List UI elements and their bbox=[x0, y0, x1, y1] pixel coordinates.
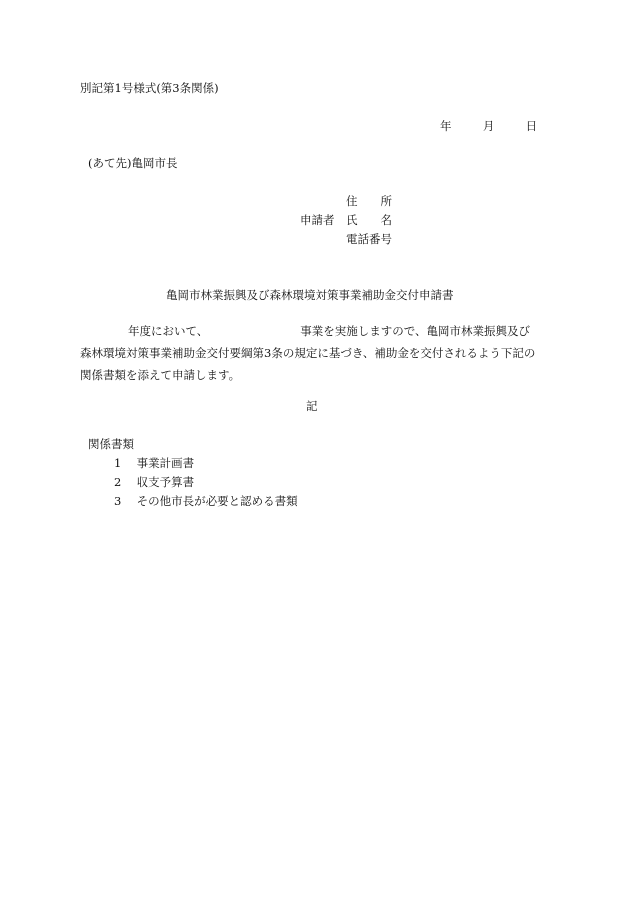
body-line-2: 森林環境対策事業補助金交付要綱第3条の規定に基づき、補助金を交付されるよう下記の bbox=[80, 346, 536, 360]
body-line-1-b: 事業を実施しますので、亀岡市林業振興及び bbox=[300, 324, 531, 338]
list-item bbox=[114, 455, 194, 471]
addressee: (あて先)亀岡市長 bbox=[88, 156, 178, 170]
applicant-name-label: 氏 名 bbox=[346, 213, 392, 227]
list-item-text: 事業計画書 bbox=[136, 456, 195, 470]
applicant-phone-label: 電話番号 bbox=[346, 232, 392, 246]
form-header: 別記第1号様式(第3条関係) bbox=[80, 81, 219, 95]
body-paragraph bbox=[80, 320, 550, 386]
ki-heading: 記 bbox=[306, 399, 318, 413]
body-line-1 bbox=[80, 320, 550, 342]
date-line bbox=[440, 118, 537, 134]
list-item-text: 収支予算書 bbox=[136, 475, 195, 489]
applicant-address-label: 住 所 bbox=[346, 194, 392, 208]
list-item-number: 1 bbox=[114, 456, 122, 470]
body-line-1-a: 年度において、 bbox=[128, 324, 209, 338]
list-item bbox=[114, 474, 194, 490]
date-year: 年 bbox=[440, 119, 452, 133]
list-item-number: 2 bbox=[114, 475, 122, 489]
applicant-role-label: 申請者 bbox=[300, 213, 335, 227]
list-item-number: 3 bbox=[114, 494, 122, 508]
body-line-3: 関係書類を添えて申請します。 bbox=[80, 368, 241, 382]
document-title: 亀岡市林業振興及び森林環境対策事業補助金交付申請書 bbox=[166, 288, 454, 302]
list-item-text: その他市長が必要と認める書類 bbox=[136, 494, 298, 508]
documents-heading: 関係書類 bbox=[88, 437, 134, 451]
date-month: 月 bbox=[482, 119, 495, 133]
list-item bbox=[114, 493, 298, 509]
date-day: 日 bbox=[525, 119, 538, 133]
